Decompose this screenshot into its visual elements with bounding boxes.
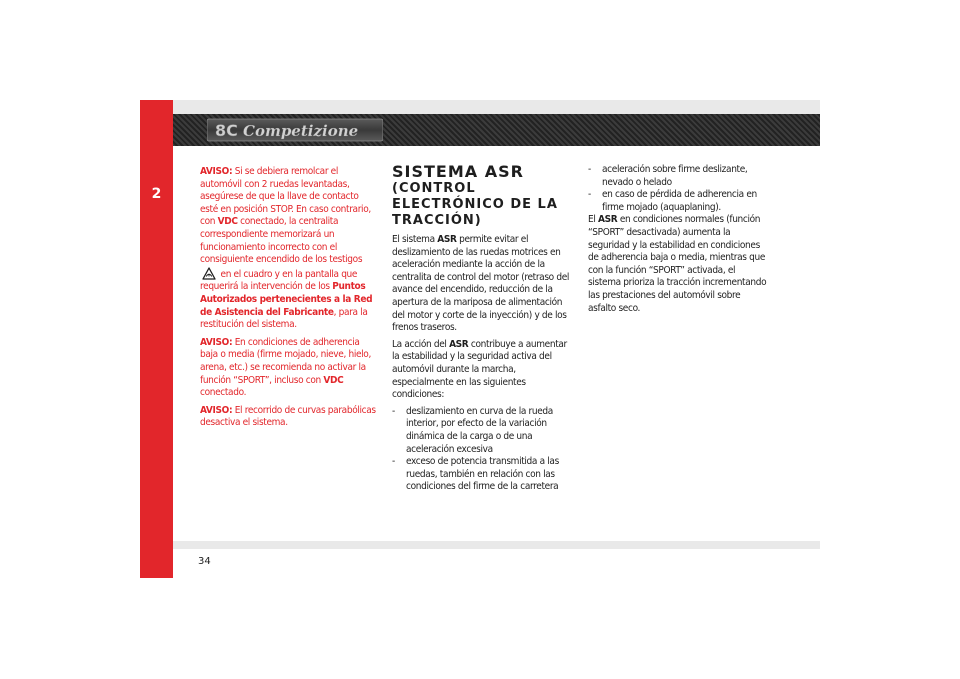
chapter-sidebar <box>140 100 173 578</box>
bullet-marker: - <box>392 456 395 468</box>
warnings-column <box>200 166 378 435</box>
warning-paragraph-3: AVISO: El recorrido de curvas parabólicas desactiva el sistema. <box>200 404 376 429</box>
bullet-item: - exceso de potencia transmitida a las ruedas, también en relación con las condiciones del firme de la carretera <box>392 456 559 493</box>
competizione-logo <box>207 118 383 142</box>
asr-section-column <box>392 162 574 494</box>
section-subtitle: (CONTROL ELECTRÓNICO DE LA TRACCIÓN) <box>392 181 558 228</box>
bullet-marker: - <box>392 405 395 417</box>
warning-paragraph-1: AVISO: Si se debiera remolcar el automóvil con 2 ruedas levantadas, asegúrese de que la llave de contacto esté en posición STOP. En caso contrario, con VDC conectado, la centralita correspondiente memorizará un funcionamiento incorrecto con el consiguiente encendido de los testigos en el cuadro y en la pantalla que requerirá la intervención de los Puntos Autorizados pertenecientes a la Red de Asistencia del Fabricante, para la restitución del sistema. <box>200 166 373 331</box>
top-band <box>173 100 820 114</box>
body-paragraph: El sistema ASR permite evitar el deslizamiento de las ruedas motrices en aceleración mediante la acción de la centralita de control del motor (retraso del avance del encendido, reducción de la apertura de la mariposa de alimentación del motor y corte de la inyección) y de los frenos traseros. <box>392 234 570 334</box>
bullet-marker: - <box>588 164 591 175</box>
warning-paragraph-2: AVISO: En condiciones de adherencia baja o media (firme mojado, nieve, hielo, arena, etc.) se recomienda no activar la función “SPORT”, incluso con VDC conectado. <box>200 336 371 399</box>
svg-text:Competizione: Competizione <box>243 122 359 140</box>
body-paragraph: El ASR en condiciones normales (función “SPORT” desactivada) aumenta la seguridad y la estabilidad en condiciones de adherencia baja o media, mientras que con la función “SPORT” activada, el sistema prioriza la tracción incrementando las prestaciones del automóvil sobre asfalto seco. <box>588 214 767 314</box>
chapter-number: 2 <box>151 186 162 202</box>
bullet-marker: - <box>588 189 591 201</box>
section-title: SISTEMA ASR <box>392 162 524 181</box>
bullet-item: - aceleración sobre firme deslizante, nevado o helado <box>588 164 748 188</box>
body-paragraph: La acción del ASR contribuye a aumentar la estabilidad y la seguridad activa del automóvil durante la marcha, especialmente en las siguientes condiciones: <box>392 338 567 401</box>
page-number: 34 <box>198 556 211 567</box>
warning-label: AVISO: <box>200 166 233 177</box>
asr-continuation-column <box>588 164 770 319</box>
bullet-item: - en caso de pérdida de adherencia en firme mojado (aquaplaning). <box>588 189 757 213</box>
warning-label: AVISO: <box>200 404 233 416</box>
bullet-item: - deslizamiento en curva de la rueda interior, por efecto de la variación dinámica de la carga o de una aceleración excesiva <box>392 405 553 455</box>
bottom-band <box>173 541 820 549</box>
warning-label: AVISO: <box>200 336 233 348</box>
header-banner <box>173 114 820 146</box>
svg-text:8C: 8C <box>215 121 238 140</box>
warning-triangle-icon <box>202 267 216 280</box>
